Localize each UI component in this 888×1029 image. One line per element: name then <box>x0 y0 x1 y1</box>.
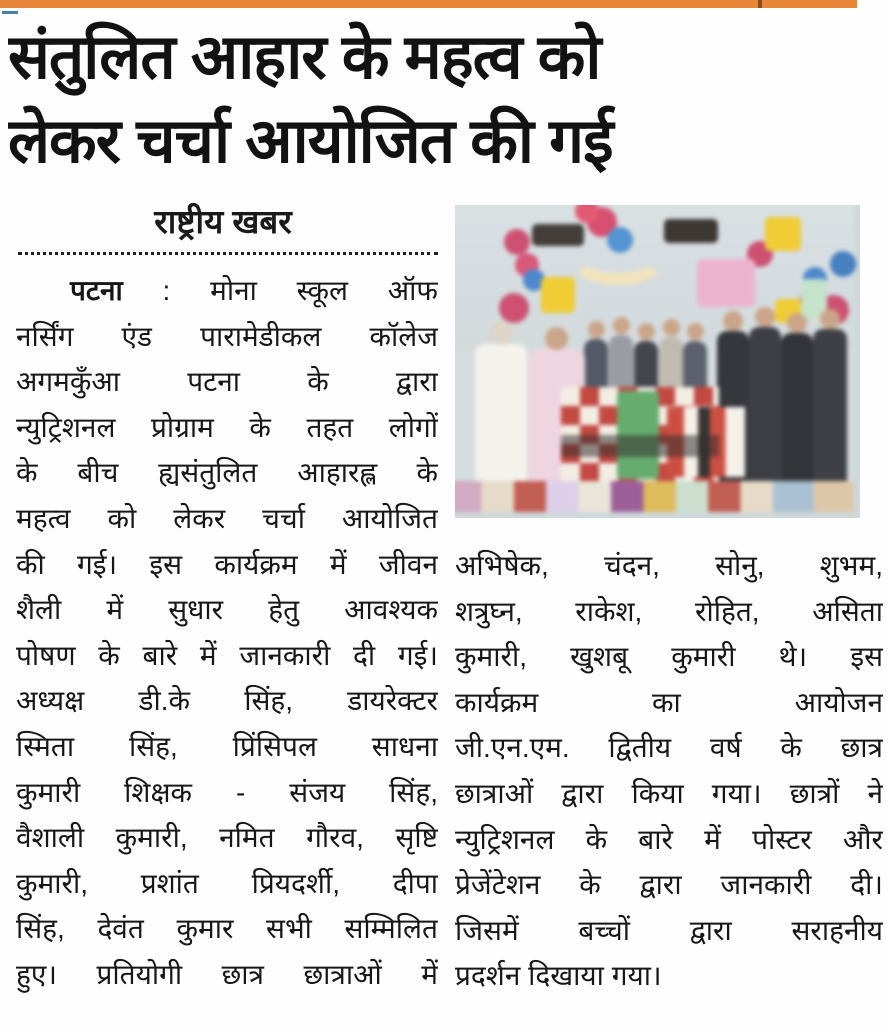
lede-text: : मोना स्कूल ऑफ <box>122 275 438 306</box>
body-line: शैली में सुधार हेतु आवश्यक <box>16 594 438 626</box>
accent-dash <box>2 11 18 14</box>
top-bar <box>0 0 857 8</box>
photo-wash <box>455 205 854 512</box>
body-line <box>16 268 438 314</box>
body-line: अध्यक्ष डी.के सिंह, डायरेक्टर <box>16 685 438 717</box>
body-line: अगमकुँआ पटना के द्वारा <box>16 366 438 398</box>
dateline: पटना <box>70 275 123 306</box>
body-line: हुए। प्रतियोगी छात्र छात्राओं में <box>16 958 438 990</box>
body-line: अभिषेक, चंदन, सोनु, शुभम, <box>455 550 883 581</box>
kicker: राष्ट्रीय खबर <box>154 203 292 240</box>
body-line: कार्यक्रम का आयोजन <box>455 686 883 718</box>
kicker-divider <box>18 252 438 255</box>
body-line: प्रदर्शन दिखाया गया। <box>455 960 662 992</box>
article-photo <box>455 205 860 518</box>
body-line: न्युट्रिशनल के बारे में पोस्टर और <box>455 823 883 855</box>
body-line: जिसमें बच्चों द्वारा सराहनीय <box>455 914 883 946</box>
body-line: कुमारी, प्रशांत प्रियदर्शी, दीपा <box>16 867 438 899</box>
right-column <box>455 543 883 999</box>
body-line: जी.एन.एम. द्वितीय वर्ष के छात्र <box>455 732 883 764</box>
photo-content <box>455 205 860 518</box>
top-bar-tick <box>758 0 762 8</box>
body-line: की गई। इस कार्यक्रम में जीवन <box>16 548 438 580</box>
body-line: प्रेजेंटेशन के द्वारा जानकारी दी। <box>455 869 883 901</box>
body-line: कुमारी शिक्षक - संजय सिंह, <box>16 776 438 808</box>
headline-line-2: लेकर चर्चा आयोजित की गई <box>8 107 613 176</box>
body-line: नर्सिंग एंड पारामेडीकल कॉलेज <box>16 320 438 352</box>
body-line: वैशाली कुमारी, नमित गौरव, सृष्टि <box>16 822 438 854</box>
body-line: न्युट्रिशनल प्रोग्राम के तहत लोगों <box>16 411 438 443</box>
body-line: कुमारी, खुशबू कुमारी थे। इस <box>455 641 883 673</box>
body-line: स्मिता सिंह, प्रिंसिपल साधना <box>16 730 438 762</box>
headline-line-1: संतुलित आहार के महत्व को <box>8 23 601 92</box>
body-line: पोषण के बारे में जानकारी दी गई। <box>16 639 438 671</box>
body-line: के बीच ह्यसंतुलित आहारह्ल के <box>16 457 438 489</box>
body-line: छात्राओं द्वारा किया गया। छात्रों ने <box>455 777 883 809</box>
body-line: महत्व को लेकर चर्चा आयोजित <box>16 502 438 534</box>
body-line: शत्रुघ्न, राकेश, रोहित, असिता <box>455 595 883 627</box>
headline <box>8 16 880 184</box>
left-column <box>16 268 438 998</box>
body-line: सिंह, देवंत कुमार सभी सम्मिलित <box>16 913 438 945</box>
